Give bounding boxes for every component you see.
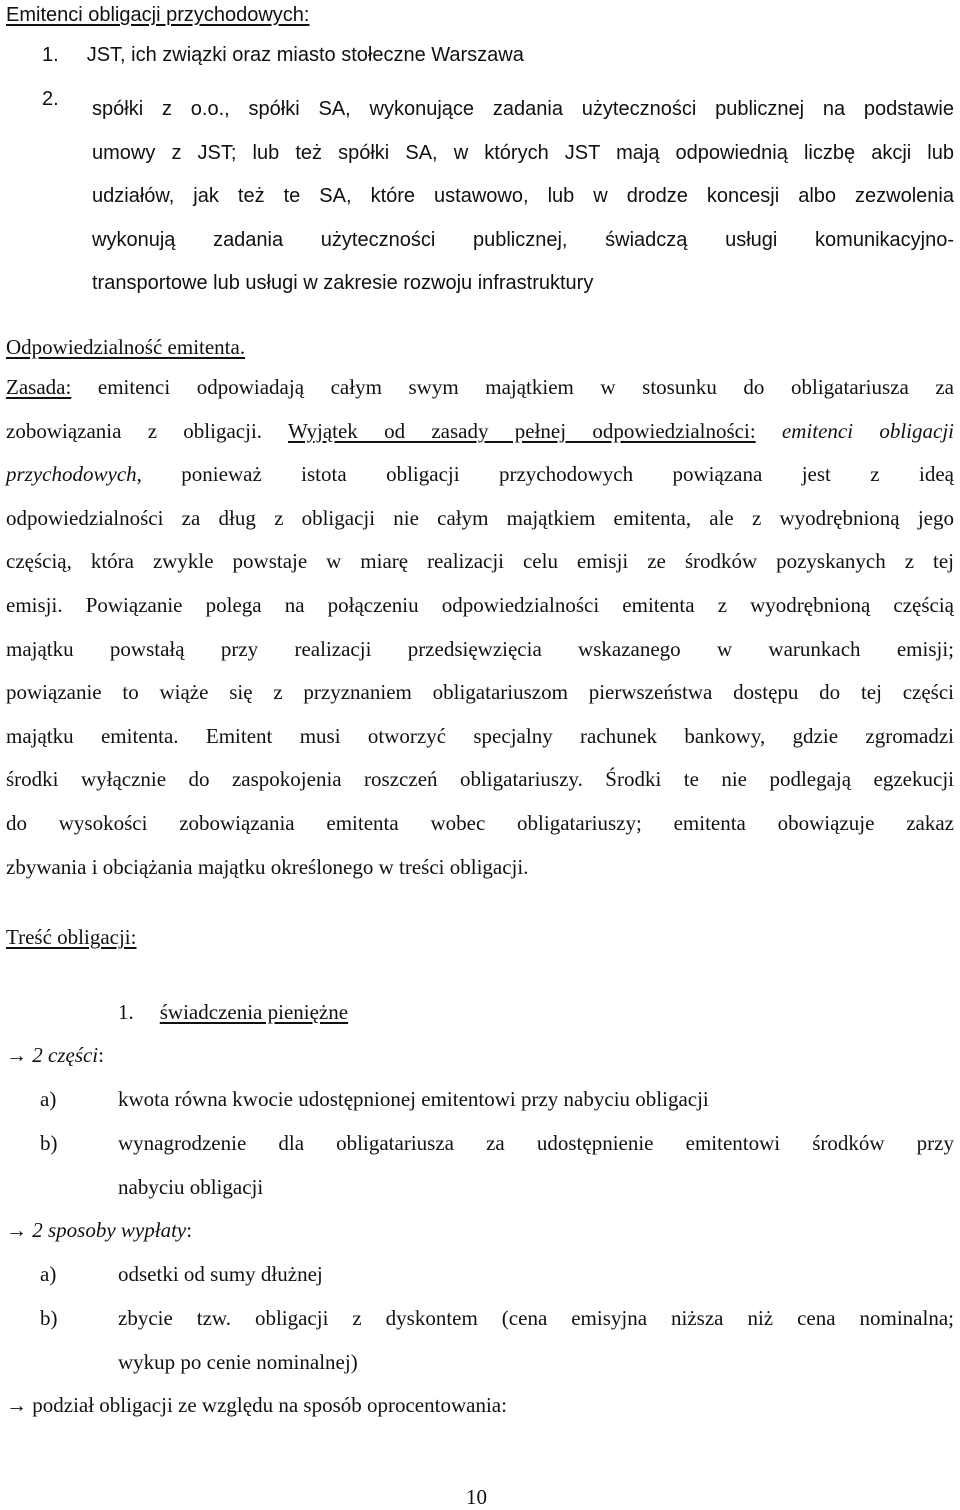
content-item-label: świadczenia pieniężne xyxy=(159,1000,349,1024)
issuer-item-1 xyxy=(42,44,524,67)
text-line: częścią, która zwykle powstaje w miarę realizacji celu emisji ze środków pozyskanych z tej xyxy=(6,549,954,574)
arrow-icon: → xyxy=(6,1393,27,1417)
colon: : xyxy=(98,1043,104,1067)
text-line: powiązanie to wiąże się z przyznaniem obligatariuszom pierwszeństwa dostępu do tej części xyxy=(6,680,954,705)
rule-label: Zasada: xyxy=(6,375,72,399)
list-text xyxy=(92,88,954,306)
item-label: a) xyxy=(40,1262,57,1286)
item-label: a) xyxy=(40,1087,57,1111)
text-line: odpowiedzialności za dług z obligacji nie całym majątkiem emitenta, ale z wyodrębnioną jego xyxy=(6,505,954,530)
payout-heading xyxy=(6,1218,192,1243)
text-span: przychodowych xyxy=(6,462,137,487)
arrow-icon: → xyxy=(6,1043,27,1067)
text-line: umowy z JST; lub też spółki SA, w których JST mają odpowiednią liczbę akcji lub xyxy=(92,141,954,164)
page-number: 10 xyxy=(466,1485,487,1509)
text-line: spółki z o.o., spółki SA, wykonujące zadania użyteczności publicznej na podstawie xyxy=(92,98,954,120)
payout-label: 2 sposoby wypłaty xyxy=(32,1218,187,1242)
item-label: b) xyxy=(40,1306,58,1330)
text-line xyxy=(6,366,954,410)
content-item-1 xyxy=(118,1000,348,1025)
list-number: 1. xyxy=(42,44,59,66)
text-span: , ponieważ istota obligacji przychodowych powiązana jest z ideą xyxy=(136,462,954,487)
item-text: wynagrodzenie dla obligatariusza za udostępnienie emitentowi środków przy xyxy=(118,1131,954,1155)
text-line xyxy=(6,453,954,497)
section-heading-content: Treść obligacji: xyxy=(6,925,137,949)
item-text: kwota równa kwocie udostępnionej emitentowi przy nabyciu obligacji xyxy=(118,1087,709,1111)
parts-heading xyxy=(6,1043,104,1068)
responsibility-paragraph xyxy=(6,366,954,889)
text-line: majątku powstałą przy realizacji przedsięwzięcia wskazanego w warunkach emisji; xyxy=(6,636,954,661)
text-span: emitenci obligacji xyxy=(755,418,954,443)
text-line: wykonują zadania użyteczności publicznej, świadczą usługi komunikacyjno- xyxy=(92,228,954,251)
text-line: udziałów, jak też te SA, które ustawowo, lub w drodze koncesji albo zezwolenia xyxy=(92,185,954,207)
text-span: zobowiązania z obligacji. xyxy=(6,418,288,443)
text-span: emitenci odpowiadają całym swym majątkiem w stosunku do obligatariusza za xyxy=(71,375,954,399)
division-text: podział obligacji ze względu na sposób oprocentowania xyxy=(32,1393,502,1417)
item-label: b) xyxy=(40,1131,58,1155)
colon: : xyxy=(501,1393,507,1417)
section-heading-issuers: Emitenci obligacji przychodowych: xyxy=(6,4,310,26)
text-line: majątku emitenta. Emitent musi otworzyć specjalny rachunek bankowy, gdzie zgromadzi xyxy=(6,723,954,748)
item-text: nabyciu obligacji xyxy=(118,1175,264,1199)
arrow-icon: → xyxy=(6,1218,27,1242)
item-text: wykup po cenie nominalnej) xyxy=(118,1350,358,1374)
issuer-item-2 xyxy=(42,88,954,306)
list-number: 2. xyxy=(42,88,59,110)
text-line: emisji. Powiązanie polega na połączeniu odpowiedzialności emitenta z wyodrębnioną częścią xyxy=(6,592,954,617)
section-heading-responsibility: Odpowiedzialność emitenta. xyxy=(6,335,246,359)
text-line: środki wyłącznie do zaspokojenia roszczeń obligatariuszy. Środki te nie podlegają egzekucji xyxy=(6,767,954,792)
item-text: zbycie tzw. obligacji z dyskontem (cena emisyjna niższa niż cena nominalna; xyxy=(118,1306,954,1330)
exception-label: Wyjątek od zasady pełnej odpowiedzialności: xyxy=(287,418,756,443)
text-line: do wysokości zobowiązania emitenta wobec obligatariuszy; emitenta obowiązuje zakaz xyxy=(6,810,954,835)
list-text: JST, ich związki oraz miasto stołeczne Warszawa xyxy=(86,44,524,66)
text-line: zbywania i obciążania majątku określonego w treści obligacji. xyxy=(6,854,529,879)
item-text: odsetki od sumy dłużnej xyxy=(118,1262,323,1286)
text-line xyxy=(6,410,954,454)
colon: : xyxy=(186,1218,193,1242)
division-heading xyxy=(6,1393,507,1418)
parts-label: 2 części xyxy=(32,1043,99,1067)
list-number: 1. xyxy=(118,1000,134,1024)
text-line: transportowe lub usługi w zakresie rozwoju infrastruktury xyxy=(92,272,594,294)
